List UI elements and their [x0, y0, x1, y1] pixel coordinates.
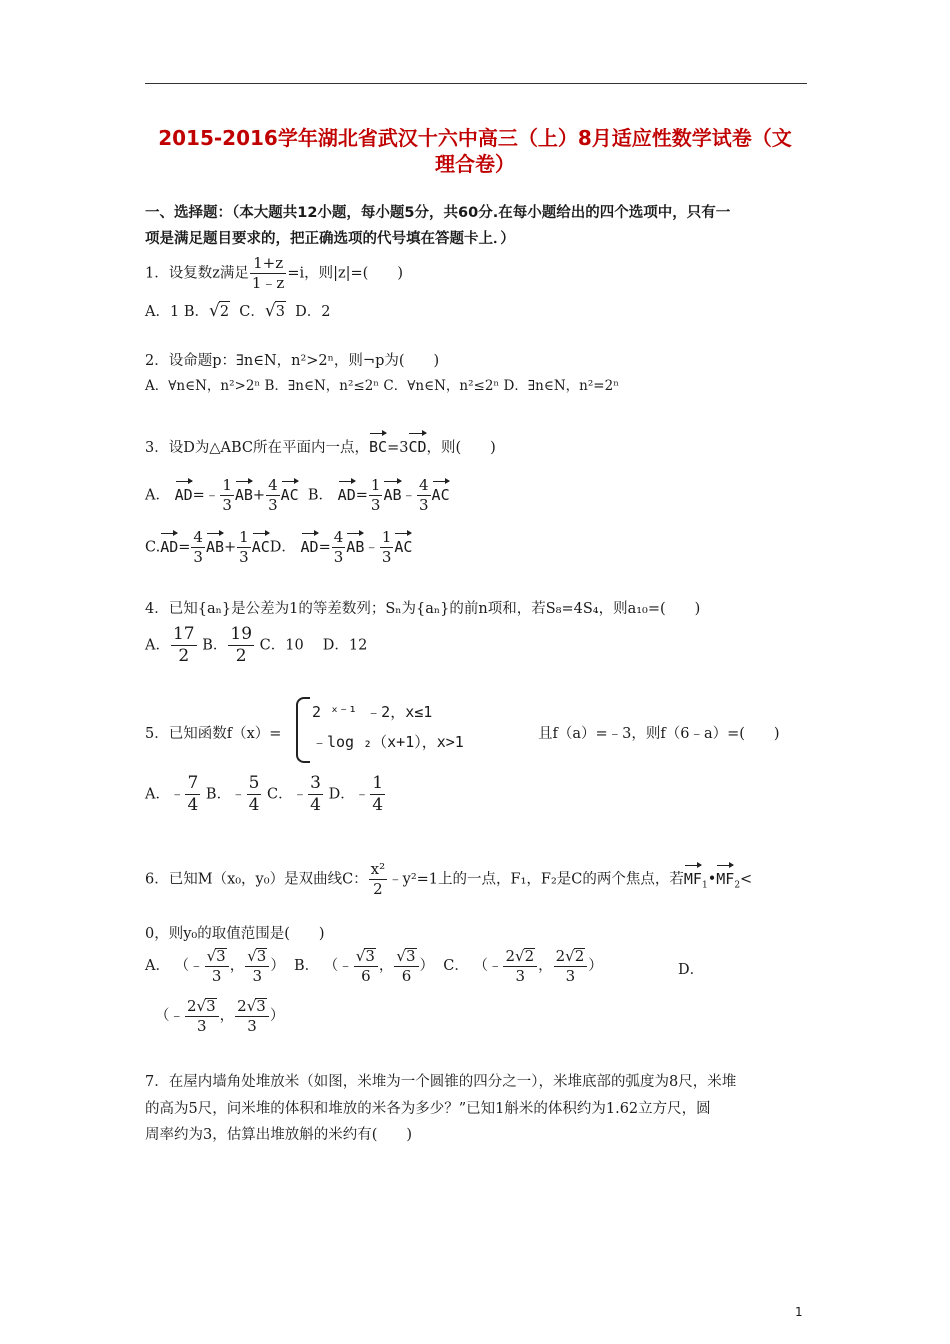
fraction: $\frac{\text{x²}}{2}$: [370, 860, 386, 898]
page-number: 1: [795, 1305, 803, 1319]
question-2-options: A．∀n∈N，n²>2ⁿ B．∃n∈N，n²≤2ⁿ C．∀n∈N，n²≤2ⁿ D．∃n∈N，n²=2ⁿ: [145, 378, 620, 394]
question-3-options-ab: A． AD=﹣ $\frac{1}{3}$ AB+ $\frac{4}{3}$ AC B． AD= $\frac{1}{3}$ AB﹣ $\frac{4}{3}$ AC: [145, 476, 450, 514]
fraction: $\frac{√3}{3}$: [245, 948, 269, 984]
question-4-options: A． $\frac{17}{2}$ B． $\frac{19}{2}$ C．10 D．12: [145, 624, 368, 666]
fraction: $\frac{4}{3}$: [268, 476, 278, 514]
fraction: $\frac{2√3}{3}$: [235, 998, 269, 1034]
fraction: $\frac{4}{3}$: [333, 528, 344, 566]
fraction: $\frac{2√2}{3}$: [503, 948, 537, 984]
fraction: $\frac{√3}{6}$: [394, 948, 418, 984]
fraction: $\frac{5}{4}$: [248, 773, 260, 815]
question-3-stem: 3．设D为△ABC所在平面内一点，BC=3CD，则( ): [145, 438, 496, 456]
question-6-stem: 6．已知M（x₀，y₀）是双曲线C： $\frac{\text{x²}}{2}$ ﹣y²=1上的一点，F₁，F₂是C的两个焦点，若$MF_1•MF_2<$: [145, 860, 753, 898]
fraction: $\frac{4}{3}$: [193, 528, 203, 566]
section-instruction-line2: 项是满足题目要求的，把正确选项的代号填在答题卡上．）: [145, 231, 515, 247]
question-5-stem-left: 5．已知函数f（x）=: [145, 726, 282, 742]
question-3-options-cd: C.AD= $\frac{4}{3}$ AB+ $\frac{1}{3}$ ACD． AD= $\frac{4}{3}$ AB﹣ $\frac{1}{3}$ AC: [145, 528, 413, 566]
question-6-option-d: （﹣ $\frac{2√3}{3}$ ， $\frac{2√3}{3}$ ）: [155, 997, 285, 1035]
fraction: $\frac{19}{2}$: [230, 624, 253, 666]
fraction: $\frac{4}{3}$: [419, 476, 429, 514]
question-7-line1: 7．在屋内墙角处堆放米（如图，米堆为一个圆锥的四分之一），米堆底部的弧度为8尺，米堆: [145, 1074, 737, 1090]
fraction: $\frac{2√3}{3}$: [185, 998, 219, 1034]
fraction: $\frac{1}{3}$: [381, 528, 392, 566]
page-title-line1: 2015-2016学年湖北省武汉十六中高三（上）8月适应性数学试卷（文: [158, 126, 792, 150]
piecewise-case-2: ﹣log ₂（x+1），x>1: [312, 733, 464, 751]
radical-sign: √: [208, 301, 220, 321]
header-rule: [145, 83, 807, 84]
question-2-stem: 2．设命题p：∃n∈N，n²>2ⁿ，则¬p为( ): [145, 353, 440, 369]
fraction: $\frac{1}{3}$: [222, 476, 232, 514]
question-1-stem: 1．设复数z满足 $\frac{1+z}{1﹣z}$ =i，则|z|=( ): [145, 254, 403, 292]
fraction: $\frac{1}{4}$: [372, 773, 384, 815]
question-5-stem-right: 且f（a）=﹣3，则f（6﹣a）=( ): [538, 726, 780, 742]
fraction: $\frac{3}{4}$: [310, 773, 321, 815]
piecewise-case-1: 2 ˣ⁻¹ ﹣2，x≤1: [312, 703, 433, 721]
fraction: $\frac{√3}{6}$: [354, 948, 378, 984]
question-1-options: A．1 B．√2 C．√3 D．2: [145, 301, 331, 321]
question-6-options-abc: A． （﹣ $\frac{√3}{3}$ ， $\frac{√3}{3}$ ） B． （﹣ $\frac{√3}{6}$ ， $\frac{√3}{6}$ ） C． （﹣ $\frac{2√2}{3}$ ， $\frac{2√2}{3}$ ）: [145, 947, 603, 985]
radical-sign: √: [264, 301, 276, 321]
fraction: $\frac{1+z}{1﹣z}$: [251, 254, 285, 292]
question-7-line2: 的高为5尺，问米堆的体积和堆放的米各为多少？”已知1斛米的体积约为1.62立方尺，圆: [145, 1101, 711, 1117]
question-4-stem: 4．已知{aₙ}是公差为1的等差数列；Sₙ为{aₙ}的前n项和，若S₈=4S₄，则a₁₀=( ): [145, 601, 701, 617]
question-5-options: A．﹣ $\frac{7}{4}$ B．﹣ $\frac{5}{4}$ C．﹣ $\frac{3}{4}$ D．﹣ $\frac{1}{4}$: [145, 773, 384, 815]
fraction: $\frac{7}{4}$: [187, 773, 199, 815]
page-title-line2: 理合卷）: [435, 152, 515, 176]
fraction: $\frac{√3}{3}$: [205, 948, 229, 984]
fraction: $\frac{17}{2}$: [172, 624, 195, 666]
fraction: $\frac{1}{3}$: [370, 476, 381, 514]
piecewise-brace: [296, 697, 310, 763]
question-6-line2: 0，则y₀的取值范围是( ): [145, 926, 325, 942]
question-7-line3: 周率约为3，估算出堆放斛的米约有( ): [145, 1127, 413, 1143]
question-6-option-d-label: D．: [678, 962, 705, 978]
fraction: $\frac{1}{3}$: [239, 528, 249, 566]
section-instruction-line1: 一、选择题：（本大题共12小题，每小题5分，共60分.在每小题给出的四个选项中，只有一: [145, 205, 731, 221]
fraction: $\frac{2√2}{3}$: [554, 948, 588, 984]
